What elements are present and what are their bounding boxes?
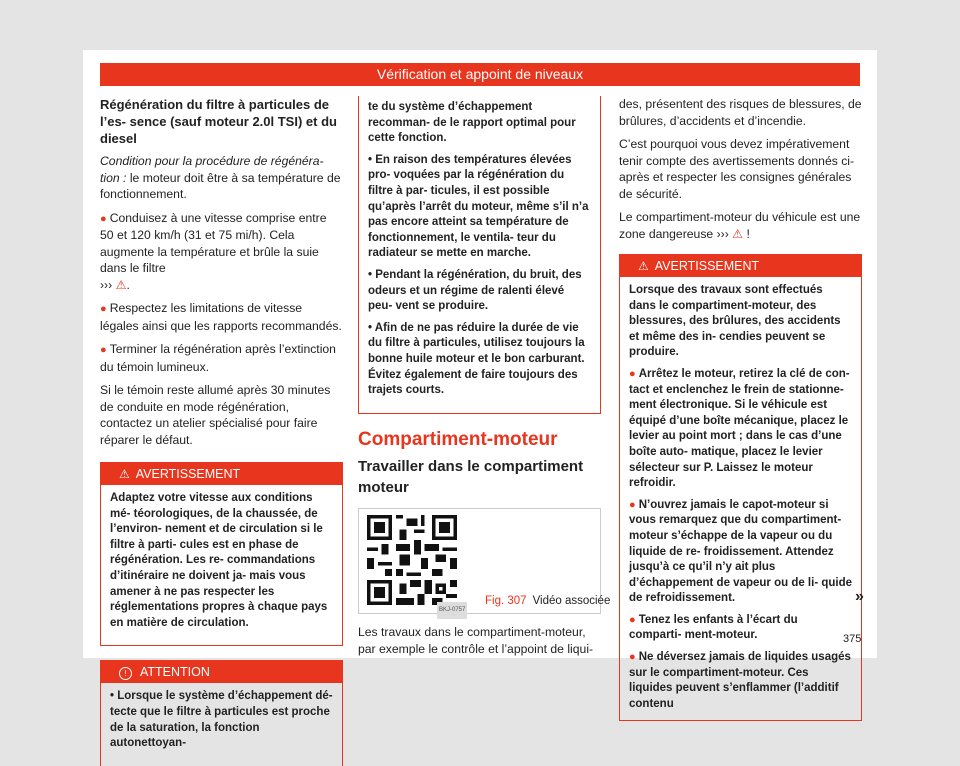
warning-item xyxy=(629,367,852,492)
warning-item xyxy=(629,650,852,712)
warning-box xyxy=(100,462,343,646)
figure-caption-text: Vidéo associée xyxy=(532,595,611,608)
warning-text: N’ouvrez jamais le capot-moteur si vous remarquez que du compartiment-moteur s’échappe de la vapeur ou du liquide de re- froidissement. Attendez jusqu’à ce qu’il n’y ait plus d’échappement de vapeur ou de li- quide de refroidissement. xyxy=(629,498,853,605)
attention-box-header xyxy=(101,661,342,683)
warning-triangle-icon: ⚠ xyxy=(119,467,130,481)
bullet-icon: • xyxy=(368,268,376,281)
attention-text: te du système d’échappement recomman- de le rapport optimal pour cette fonction. xyxy=(368,101,576,145)
body-paragraph: des, présentent des risques de blessures, de brûlures, d’accidents et d’incendie. xyxy=(619,97,862,128)
body-paragraph: Si le témoin reste allumé après 30 minutes de conduite en mode régénération, contactez un atelier spécialisé pour faire réparer le défaut. xyxy=(100,383,331,447)
warning-box xyxy=(619,254,862,721)
list-item-text: Conduisez à une vitesse comprise entre 50 et 120 km/h (31 et 75 mi/h). Cela augmente la température et brûle la suie dans le filtre xyxy=(100,210,327,275)
qr-code-image[interactable] xyxy=(367,515,457,605)
warning-title: AVERTISSEMENT xyxy=(135,467,241,481)
list-item xyxy=(100,341,343,375)
body-text: ! xyxy=(746,226,750,241)
page-number: 375 xyxy=(843,633,862,645)
condition-text: le moteur doit être à sa température de fonctionnement. xyxy=(100,170,341,201)
attention-item xyxy=(110,689,333,751)
warning-box-body xyxy=(101,485,342,645)
attention-item xyxy=(368,153,591,262)
warning-triangle-icon: ⚠ xyxy=(732,226,744,241)
body-text: Le compartiment-moteur du véhicule est une zone dangereuse xyxy=(619,210,861,241)
section-heading: Régénération du filtre à particules de l’es- sence (sauf moteur 2.0l TSI) et du diesel xyxy=(100,97,337,146)
list-item-text: Respectez les limitations de vitesse légales ainsi que les rapports recommandés. xyxy=(100,301,342,333)
attention-item xyxy=(368,268,591,315)
column-1 xyxy=(100,96,343,766)
list-item: ● Conduisez à une vitesse comprise entre 50 et 120 km/h (31 et 75 mi/h). Cela augmente la température et brûle la suie dans le filtre ››› ⚠. xyxy=(100,210,327,292)
bullet-icon: ● xyxy=(629,498,639,511)
attention-box-continued xyxy=(358,96,601,414)
subsection-title: Travailler dans le compartiment moteur xyxy=(358,458,584,497)
warning-box-header xyxy=(101,463,342,485)
bullet-icon: ● xyxy=(629,651,639,664)
body-paragraph xyxy=(619,209,862,242)
cross-ref[interactable]: ››› xyxy=(100,277,113,292)
attention-text: En raison des températures élevées pro- voquées par la régénération du filtre à par- ticules, il est possible qu’après l’arrêt du moteur, même s’il n’a pas encore atteint sa température de fonctionnement, le ventila- teur du radiateur se mette en marche. xyxy=(368,153,589,260)
bullet-icon: ● xyxy=(100,303,110,315)
figure-307 xyxy=(358,508,611,614)
figure-label: Fig. 307 xyxy=(485,595,527,608)
warning-triangle-icon: ⚠ xyxy=(638,259,649,273)
column-3 xyxy=(619,96,862,721)
bullet-icon: • xyxy=(368,321,375,334)
warning-text: Arrêtez le moteur, retirez la clé de con- tact et enclenchez le frein de stationne- ment électronique. Si le véhicule est équipé d’une boîte mécanique, placez le levier au point mort ; dans le cas d’une boîte auto- matique, placez le levier sélecteur sur P. Laissez le moteur refroidir. xyxy=(629,367,850,490)
body-paragraph: C’est pourquoi vous devez impérativement tenir compte des avertissements donnés ci- après et respecter les consignes générales de sécurité. xyxy=(619,137,855,201)
list-item xyxy=(100,300,343,334)
bullet-icon: ● xyxy=(100,344,110,356)
warning-text: Ne déversez jamais de liquides usagés sur le compartiment-moteur. Ces liquides peuvent s’enflammer (l’additif contenu xyxy=(629,651,851,710)
info-circle-icon: ! xyxy=(119,667,132,680)
body-paragraph: Les travaux dans le compartiment-moteur, par exemple le contrôle et l’appoint de liqui- xyxy=(358,625,594,656)
condition-paragraph xyxy=(100,153,343,203)
warning-text: Adaptez votre vitesse aux conditions mé- téorologiques, de la chaussée, de l’environ- nement et de circulation si le filtre à parti- cules est en phase de régénération. Les re- commandations d’itinéraire ne doivent ja- mais vous amener à ne pas respecter les réglementations propres à chaque pays en matière de circulation. xyxy=(110,492,328,629)
cross-ref[interactable]: ››› xyxy=(716,226,729,241)
warning-text: Tenez les enfants à l’écart du comparti- ment-moteur. xyxy=(629,613,798,642)
attention-title: ATTENTION xyxy=(140,665,210,680)
continue-arrow-icon: » xyxy=(855,588,864,605)
attention-item xyxy=(368,321,591,399)
attention-text: Pendant la régénération, du bruit, des odeurs et un régime de ralenti élevé peu- vent se produire. xyxy=(368,268,582,313)
bullet-icon: ● xyxy=(100,212,110,225)
bullet-icon: ● xyxy=(629,613,639,626)
attention-box xyxy=(100,660,343,765)
figure-caption xyxy=(485,593,610,610)
warning-box-header xyxy=(620,255,861,277)
warning-box-body xyxy=(620,277,861,720)
attention-box-body xyxy=(101,683,342,765)
warning-text: Lorsque des travaux sont effectués dans le compartiment-moteur, des blessures, des brûlures, des accidents et même des in- cendies peuvent se produire. xyxy=(629,284,841,359)
bullet-icon: • xyxy=(368,153,376,166)
figure-code: BKJ-0757 xyxy=(437,602,467,619)
warning-item xyxy=(629,613,852,644)
attention-text: Afin de ne pas réduire la durée de vie du filtre à particules, utilisez toujours la bonne huile moteur et le bon carburant. Évitez également de faire toujours des trajets courts. xyxy=(368,321,585,397)
bullet-icon: ● xyxy=(629,367,639,380)
section-title: Compartiment-moteur xyxy=(358,428,558,450)
warning-title: AVERTISSEMENT xyxy=(654,259,760,273)
warning-item xyxy=(629,498,852,607)
warning-triangle-icon: ⚠ xyxy=(115,277,127,292)
column-2 xyxy=(358,100,611,664)
condition-label: Condition pour la procédure de régénéra- tion : xyxy=(100,154,324,185)
page-header: Vérification et appoint de niveaux xyxy=(100,63,860,86)
list-item-text: Terminer la régénération après l’extinction du témoin lumineux. xyxy=(100,342,336,374)
attention-text: Lorsque le système d’échappement dé- tecte que le filtre à particules est proche de la saturation, la fonction autonettoyan- xyxy=(110,690,333,750)
bullet-icon: • xyxy=(110,690,118,703)
